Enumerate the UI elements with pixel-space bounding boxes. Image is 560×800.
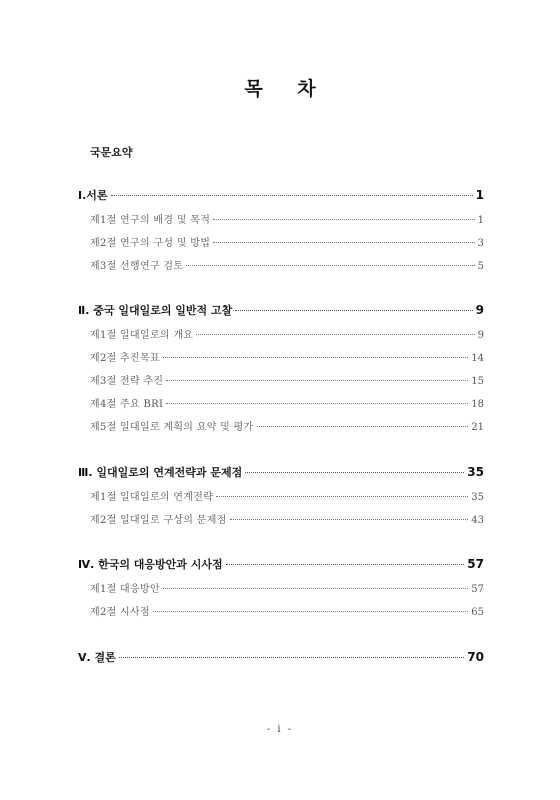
toc-label: 제3절 선행연구 검토 — [90, 261, 184, 272]
abstract-entry: 국문요약 — [90, 146, 133, 159]
dot-leader — [119, 657, 465, 658]
toc-label: 제1절 대응방안 — [90, 584, 160, 595]
dot-leader — [226, 564, 465, 565]
toc-page: 5 — [477, 261, 484, 272]
toc-section — [90, 603, 484, 618]
toc-label: 제1절 연구의 배경 및 목적 — [90, 215, 211, 226]
dot-leader — [235, 310, 472, 311]
toc-label: Ⅱ. 중국 일대일로의 일반적 고찰 — [78, 304, 233, 317]
toc-section — [90, 418, 484, 433]
toc-section — [90, 349, 484, 364]
toc-label: 제5절 일대일로 계획의 요약 및 평가 — [90, 422, 254, 433]
toc-chapter — [78, 649, 484, 665]
toc-label: 제2절 추진목표 — [90, 353, 160, 364]
toc-label: 제1절 일대일로의 개요 — [90, 330, 194, 341]
toc-label: 제3절 전략 추진 — [90, 376, 164, 387]
toc-label: 제2절 시사점 — [90, 607, 150, 618]
dot-leader — [213, 219, 474, 220]
toc-section — [90, 488, 484, 503]
toc-page: 35 — [467, 465, 484, 479]
toc-label: Ⅳ. 한국의 대응방안과 시사점 — [78, 558, 223, 571]
toc-label: Ⅰ.서론 — [78, 189, 108, 202]
toc-section — [90, 372, 484, 387]
toc-chapter — [78, 556, 484, 572]
dot-leader — [163, 588, 468, 589]
dot-leader — [257, 426, 469, 427]
toc-page: 1 — [475, 188, 484, 202]
toc-page: 15 — [471, 376, 484, 387]
dot-leader — [196, 334, 474, 335]
toc-section — [90, 211, 484, 226]
dot-leader — [153, 611, 468, 612]
toc-chapter — [78, 187, 484, 203]
toc-section — [90, 511, 484, 526]
dot-leader — [163, 357, 468, 358]
dot-leader — [245, 472, 464, 473]
toc-section — [90, 580, 484, 595]
toc-page: 3 — [477, 238, 484, 249]
dot-leader — [111, 195, 473, 196]
toc-label: 제1절 일대일로의 연계전략 — [90, 492, 214, 503]
toc-label: 제4절 주요 BRI — [90, 399, 164, 410]
toc-section — [90, 257, 484, 272]
dot-leader — [166, 403, 468, 404]
toc-page: 57 — [467, 557, 484, 571]
page-number: - i - — [266, 724, 294, 735]
dot-leader — [216, 496, 468, 497]
page-title: 목 차 — [244, 78, 330, 100]
toc-page: 35 — [471, 492, 484, 503]
toc-page: 65 — [471, 607, 484, 618]
toc-page: 18 — [471, 399, 484, 410]
toc-section — [90, 395, 484, 410]
toc-page: 14 — [471, 353, 484, 364]
toc-section — [90, 234, 484, 249]
dot-leader — [213, 242, 474, 243]
toc-label: 제2절 연구의 구성 및 방법 — [90, 238, 211, 249]
toc-page: 9 — [475, 303, 484, 317]
dot-leader — [166, 380, 468, 381]
toc-chapter — [78, 464, 484, 480]
toc-label: Ⅴ. 결론 — [78, 651, 116, 664]
toc-page: 57 — [471, 584, 484, 595]
toc-label: Ⅲ. 일대일로의 연계전략과 문제점 — [78, 466, 243, 479]
toc-page: 70 — [467, 650, 484, 664]
toc-chapter — [78, 302, 484, 318]
toc-page: 21 — [471, 422, 484, 433]
toc-label: 제2절 일대일로 구상의 문제점 — [90, 515, 227, 526]
toc-page: 1 — [477, 215, 484, 226]
toc-page: 43 — [471, 515, 484, 526]
toc-page: 9 — [477, 330, 484, 341]
dot-leader — [186, 265, 474, 266]
toc-section — [90, 326, 484, 341]
dot-leader — [230, 519, 469, 520]
